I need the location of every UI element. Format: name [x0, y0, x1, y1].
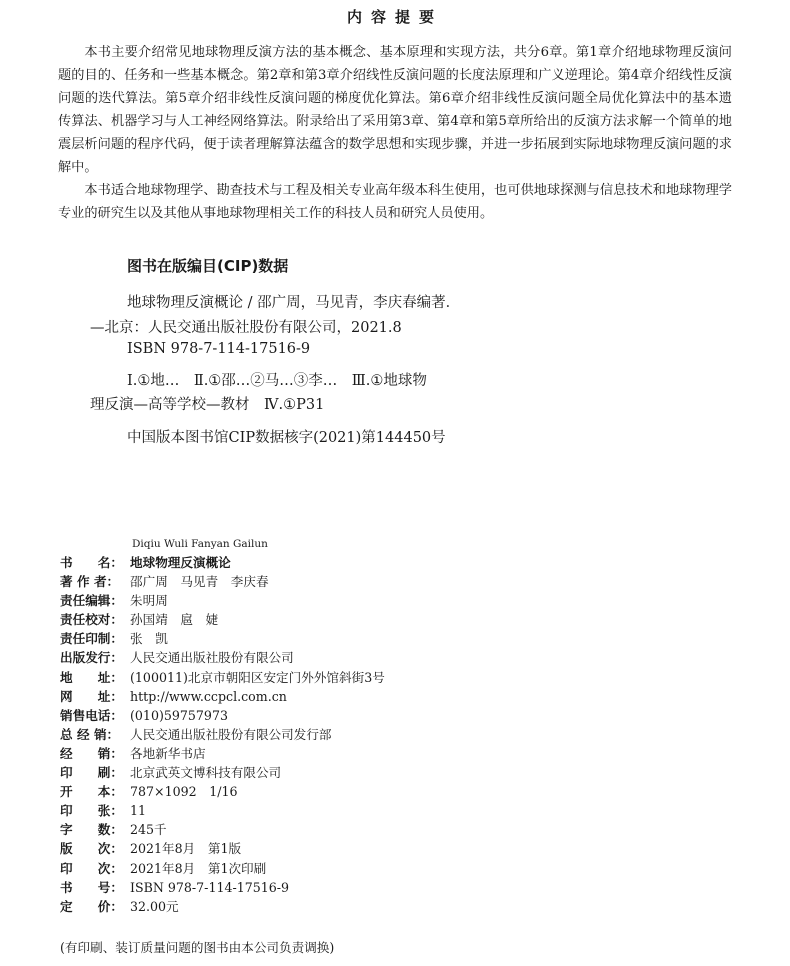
quality-footnote: (有印刷、装订质量问题的图书由本公司负责调换) [60, 940, 335, 955]
colophon-label: 版 次： [60, 841, 123, 857]
colophon-label: 责任印制： [60, 631, 123, 647]
colophon-label: 书 名： [60, 555, 123, 570]
colophon-value: 朱明周 [130, 593, 168, 609]
colophon-row [60, 782, 660, 801]
colophon-label: 印 次： [60, 860, 123, 876]
cip-publisher-line: —北京：人民交通出版社股份有限公司，2021.8 [90, 320, 402, 336]
colophon-label: 经 销： [60, 745, 123, 761]
cip-isbn-line: ISBN 978-7-114-17516-9 [127, 341, 311, 357]
cip-classification-line: 理反演—高等学校—教材 Ⅳ.①P31 [90, 397, 325, 413]
colophon-row [60, 706, 660, 725]
colophon-value: 人民交通出版社股份有限公司发行部 [130, 726, 332, 742]
colophon-row [60, 687, 660, 706]
colophon-label: 地 址： [60, 669, 123, 685]
colophon-value: 2021年8月 第1次印刷 [130, 860, 267, 876]
colophon-label: 出版发行： [60, 650, 123, 666]
colophon-value: 孙国靖 扈 婕 [130, 612, 219, 628]
colophon-value: 2021年8月 第1版 [130, 841, 242, 857]
colophon-label: 总 经 销： [60, 726, 120, 742]
colophon-value: 245千 [130, 822, 167, 838]
colophon-row [60, 878, 660, 897]
colophon-label: 开 本： [60, 784, 123, 800]
colophon-row [60, 629, 660, 648]
colophon-row [60, 648, 660, 667]
colophon-value: 11 [130, 803, 147, 819]
colophon-row [60, 897, 660, 916]
cip-title-line: 地球物理反演概论 / 邵广周，马见青，李庆春编著． [127, 295, 461, 311]
colophon-row [60, 572, 660, 591]
colophon-row [60, 591, 660, 610]
colophon-value: 32.00元 [130, 898, 179, 914]
colophon-row [60, 763, 660, 782]
colophon-row [60, 553, 660, 572]
summary-paragraph: 本书主要介绍常见地球物理反演方法的基本概念、基本原理和实现方法，共分6章。第1章介绍地球物理反演问题的目的、任务和一些基本概念。第2章和第3章介绍线性反演问题的长度法原理和广义逆理论。第4章介绍线性反演问题的迭代算法。第5章介绍非线性反演问题的梯度优化算法。第6章介绍非线性反演问题全局优化算法中的基本遗传算法、机器学习与人工神经网络算法。附录给出了采用第3章、第4章和第5章所给出的反演方法求解一个简单的地震层析问题的程序代码，便于读者理解算法蕴含的数学思想和实现步骤，并进一步拓展到实际地球物理反演问题的求解中。 [58, 45, 732, 175]
colophon-label: 书 号： [60, 879, 123, 895]
colophon-label: 著 作 者： [60, 574, 120, 590]
pinyin-title: Diqiu Wuli Fanyan Gailun [132, 538, 268, 550]
cip-heading: 图书在版编目(CIP)数据 [127, 257, 289, 275]
colophon-label: 字 数： [60, 822, 123, 838]
summary-paragraph: 本书适合地球物理学、勘查技术与工程及相关专业高年级本科生使用，也可供地球探测与信息技术和地球物理学专业的研究生以及其他从事地球物理相关工作的科技人员和研究人员使用。 [58, 183, 732, 221]
colophon-label: 销售电话： [60, 707, 123, 723]
colophon-row [60, 801, 660, 820]
colophon-row [60, 839, 660, 858]
page-title: 内容提要 [346, 8, 443, 26]
colophon-value: 张 凯 [130, 631, 168, 647]
cip-record-line: 中国版本图书馆CIP数据核字(2021)第144450号 [127, 430, 446, 446]
colophon-row [60, 610, 660, 629]
colophon-label: 定 价： [60, 898, 123, 914]
colophon-label: 网 址： [60, 688, 123, 704]
colophon-label: 责任编辑： [60, 593, 123, 609]
colophon-row [60, 744, 660, 763]
colophon-row [60, 725, 660, 744]
colophon-value: ISBN 978-7-114-17516-9 [130, 879, 290, 895]
colophon-row [60, 668, 660, 687]
colophon-value: 邵广周 马见青 李庆春 [130, 574, 269, 590]
cip-classification-line: Ⅰ.①地… Ⅱ.①邵…②马…③李… Ⅲ.①地球物 [127, 373, 427, 389]
colophon-value: 各地新华书店 [130, 745, 206, 761]
colophon-value: (010)59757973 [130, 707, 228, 723]
colophon-value: 人民交通出版社股份有限公司 [130, 650, 294, 666]
colophon-label: 印 刷： [60, 765, 123, 781]
colophon-value: 北京武英文博科技有限公司 [130, 765, 282, 781]
colophon-value: 地球物理反演概论 [130, 555, 231, 570]
summary-section [58, 41, 732, 225]
colophon-value: (100011)北京市朝阳区安定门外外馆斜街3号 [130, 669, 385, 685]
colophon-row [60, 820, 660, 839]
colophon-row [60, 859, 660, 878]
colophon-value: http://www.ccpcl.com.cn [130, 688, 287, 704]
colophon-value: 787×1092 1/16 [130, 784, 238, 800]
colophon-label: 责任校对： [60, 612, 123, 628]
colophon-label: 印 张： [60, 803, 123, 819]
colophon-table [60, 553, 660, 916]
